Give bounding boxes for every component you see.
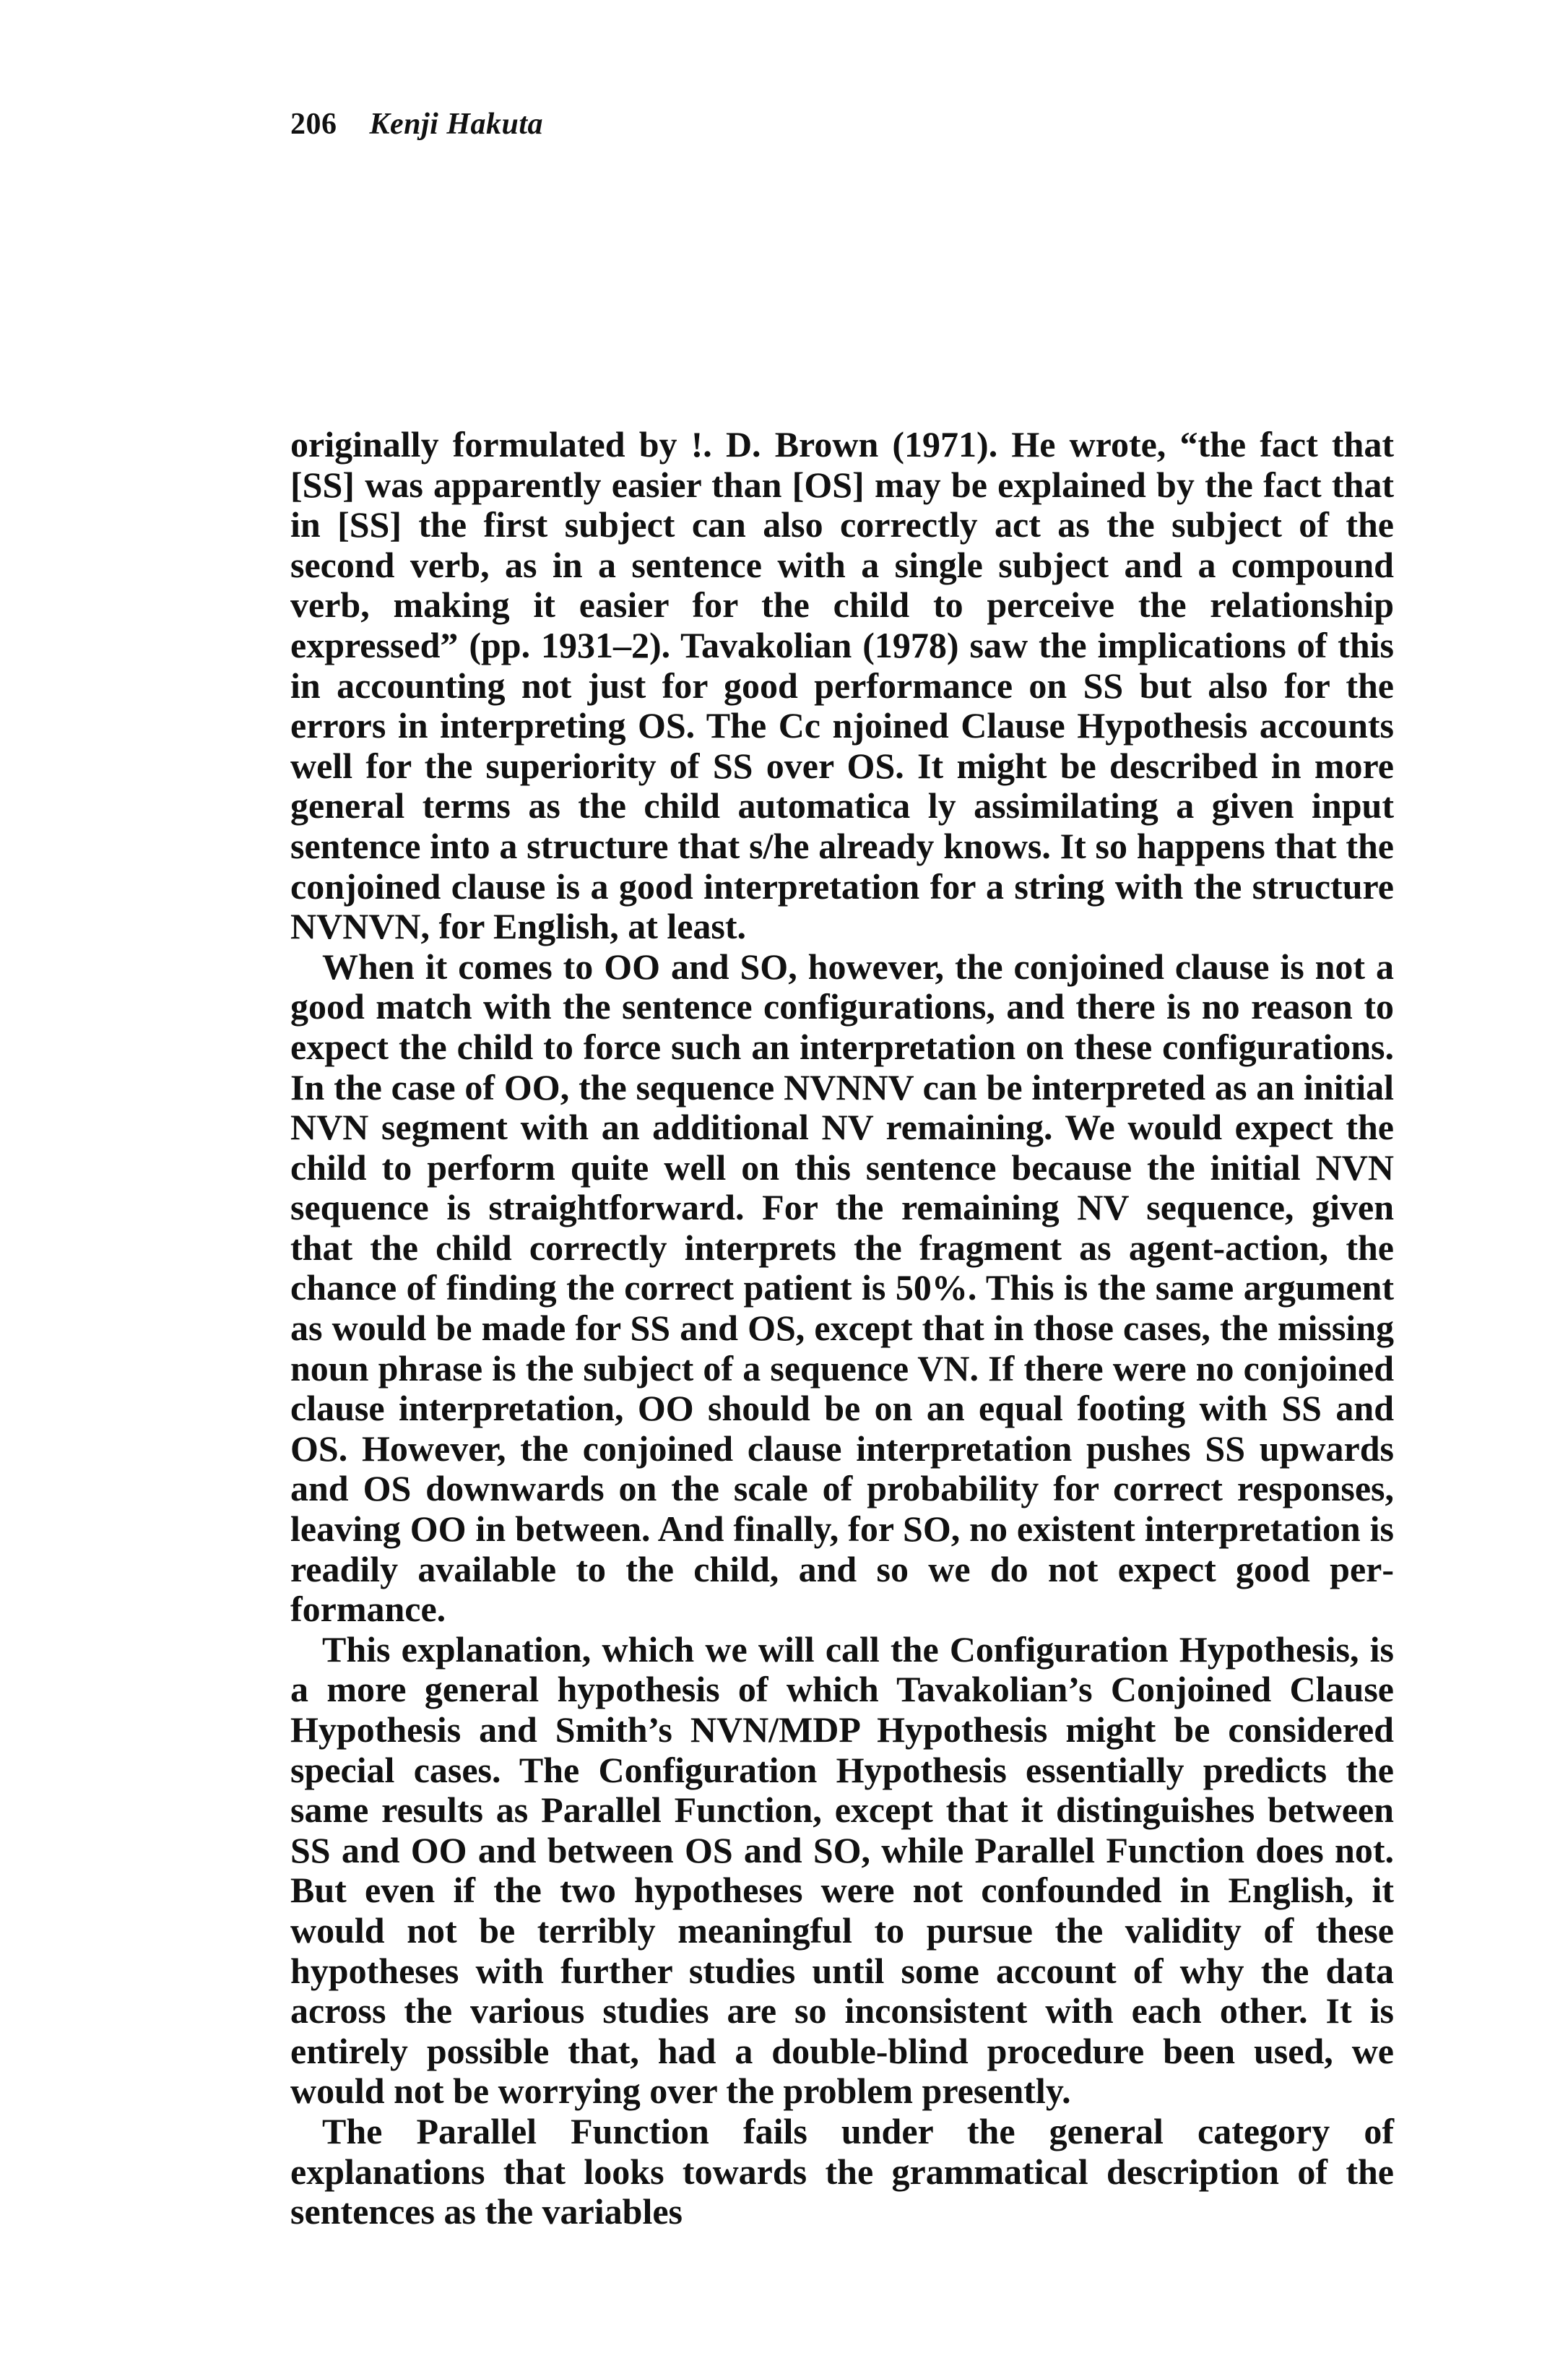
page-header [290,107,543,142]
body-text [290,425,1394,2232]
paragraph-parallel-function: The Parallel Function fails under the general category of explanations that looks towards the grammatical description of the sentences as the variables [290,2110,1394,2232]
paragraph-configuration-hypothesis: This explanation, which we will call the Configuration Hypothesis, is a more general hypothesis of which Tavakolian’s Conjoined Clause Hypothesis and Smith’s NVN/MDP Hypothesis might be considered special cases. The Configuration Hypothesis essentially predicts the same results as Parallel Function, except that it distinguishes between SS and OO and between OS and SO, while Parallel Function does not. But even if the two hypotheses were not confounded in English, it would not be terribly meaningful to pursue the validity of these hypotheses with further studies until some account of why the data across the various studies are so inconsistent with each other. It is entirely possible that, had a double-blind procedure been used, we would not be worrying over the problem presently. [290,1628,1394,2112]
page-number: 206 [290,108,337,141]
paragraph-oo-so: When it comes to OO and SO, however, the conjoined clause is not a good match with the sentence configurations, and there is no reason to expect the child to force such an interpretation on these configurations. In the case of OO, the sequence NVNNV can be interpreted as an initial NVN segment with an additional NV remaining. We would expect the child to perform quite well on this sentence because the initial NVN sequence is straightforward. For the remaining NV sequence, given that the child correctly interprets the fragment as agent-action, the chance of finding the correct patient is 50%. This is the same argument as would be made for SS and OS, except that in those cases, the missing noun phrase is the subject of a sequence VN. If there were no conjoined clause interpretation, OO should be on an equal footing with SS and OS. However, the conjoined clause interpretation pushes SS upwards and OS downwards on the scale of probability for correct responses, leaving OO in between. And finally, for SO, no existent interpretation is readily available to the child, and so we do not expect good performance. [290,946,1394,1630]
paragraph-continuation: originally formulated by !. D. Brown (1971). He wrote, “the fact that [SS] was apparently easier than [OS] may be explained by the fact that in [SS] the first subject can also correctly act as the subject of the second verb, as in a sentence with a single subject and a compound verb, making it easier for the child to perceive the relationship expressed” (pp. 1931–2). Tavakolian (1978) saw the implications of this in accounting not just for good performance on SS but also for the errors in interpreting OS. The Cc njoined Clause Hypothesis accounts well for the superiority of SS over OS. It might be described in more general terms as the child automatica ly assimilating a given input sentence into a structure that s/he already knows. It so happens that the conjoined clause is a good interpretation for a string with the structure NVNVN, for English, at least. [290,424,1394,947]
running-head: Kenji Hakuta [369,108,544,141]
